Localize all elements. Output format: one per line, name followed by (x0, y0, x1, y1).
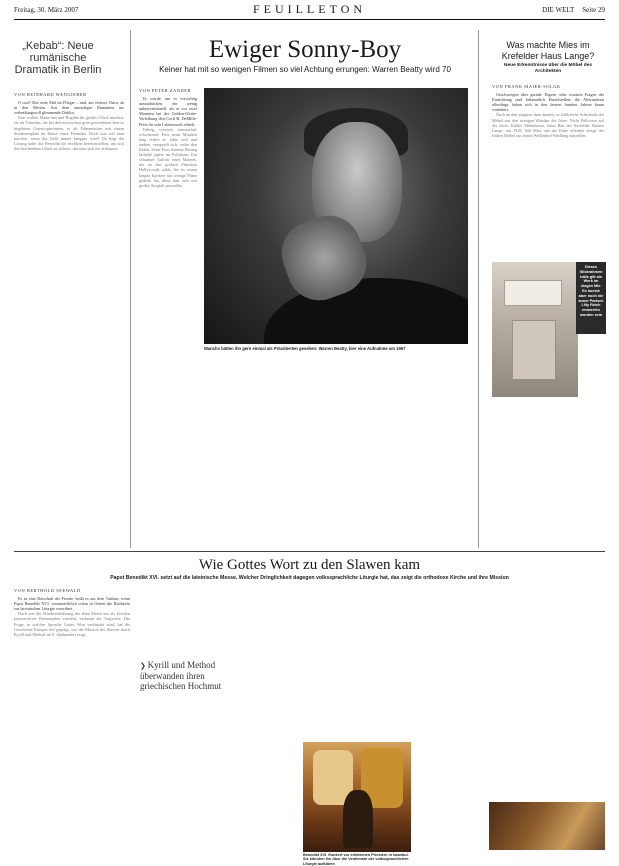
main-photo (204, 88, 468, 344)
right-article-body (492, 84, 604, 256)
section-title: FEUILLETON (252, 2, 367, 16)
right-article-headline: Was machte Mies im Krefelder Haus Lange? (501, 40, 595, 61)
section-rule (14, 551, 605, 552)
main-article-headline-block (140, 36, 470, 75)
left-article-body (14, 92, 124, 542)
pull-quote (140, 660, 222, 691)
paper-name: DIE WELT (542, 6, 575, 14)
photo-furniture (504, 280, 562, 306)
left-article-headline: „Kebab“: Neue rumänische Dramatik in Berlin (14, 40, 102, 76)
left-article-headline-block (14, 40, 102, 76)
right-article-text: Noch an den jüngsten dazu kamen, so Zahlreiche Schicksale der Möbel aus den strengen Wänden der Jahre. Nicht Pullovern auf der leicht Kühler Möbelnasse, beim Bau des Krefelder Hauses Lange, um 1928, ließ Mies van der Rohe offenbar einige der frühen Möbel aus seiner Weißenhof-Siedlung aufstellen. (492, 112, 604, 138)
bottom-article-headline: Wie Gottes Wort zu den Slawen kam (198, 557, 421, 573)
main-photo-caption: Wanchs hätten ihn gern einmal als Präsidenten gesehen: Warren Beatty, hier eine Aufnahme um 1967 (204, 346, 406, 351)
bottom-article-text: Doch wer die Wiedereinführung der alten Messe nur als Zeichen konservativer Restauration versteht, verkennt die Tragweite. Die Frage, in welcher Sprache Gottes Wort verkündet wird, hat die Geschichte Europas tief geprägt, wie die Mission der Slawen durch Kyrill und Method im 9. Jahrhundert zeigt. (14, 611, 130, 637)
bottom-article-headline-block (14, 557, 605, 582)
column-divider (130, 30, 131, 548)
bottom-article-subhead: Papst Benedikt XVI. setzt auf die lateinische Messe. Welcher Dringlichkeit dagegen volkssprachliche Liturgie hat, das zeigt die orthodoxe Kirche und ihre Mission (110, 575, 509, 581)
main-article-byline: VON PETER ZANDER (139, 88, 191, 93)
right-article-lead: Geschweigen über gerade. Eigent- oder woraufe Fragen der Einrichtung sind bekanntlich Einzelstellen; die Alternativen allerdings haben sich in den letzten hundert Jahren kaum verändert. (492, 92, 604, 113)
left-article-byline: VON REINHARD WENGIERER (14, 92, 87, 97)
pull-quote-mark: ❯ (140, 662, 148, 670)
side-photo-caption: Dieses Stickrahmen halls gilt als Werk im Jargen Mie. Es koeste aber noch nie anner Parisch Lilly Reich entwerfen worden sein (576, 262, 606, 334)
right-article-byline: VON FRANK MAIER-SOLGK (492, 84, 561, 89)
photo-furniture (512, 320, 556, 380)
column-divider (478, 30, 479, 548)
page-number: Seite 29 (582, 6, 605, 14)
side-photo (492, 262, 578, 397)
right-article-headline-block (492, 40, 604, 75)
bottom-article-body (14, 588, 130, 854)
issue-date: Freitag, 30. März 2007 (14, 6, 79, 14)
photo-figure (343, 790, 373, 848)
bottom-photo (303, 742, 411, 852)
left-article-lead: O cool! Das erste Mal im Flieger – und, aus fetterer Ostra, ab in den Westen. Aus dem armseligen Rumänien ins verheißungsvoll glimmende Dublin. (14, 100, 124, 116)
main-article-lead: Er würde, um es vorsichtig auszudrücken, ein wenig unkonventionell, als er vor zwei Monaten bei der Golden-Globe-Verleihung den Cecil B. DeMille-Preis für sein Lebenswerk erhielt. (139, 96, 197, 127)
bottom-article-lead: Es ist eine Botschaft der Freude, heißt es aus dem Vatikan, wenn Papst Benedikt XVI. voraussichtlich schon in Ostern die Rückkehr zur lateinischen Liturgie verordnet. (14, 596, 130, 612)
main-article-headline: Ewiger Sonny-Boy (208, 36, 402, 63)
main-article-subhead: Keiner hat mit so wenigen Filmen so viel Achtung errungen: Warren Beatty wird 70 (159, 65, 451, 74)
bottom-photo-caption: Benedikt XVI. Eunkert vor erfahrenen Priestern in Istanbul. Sie könnten ihn über die Verdienste der volkssprachlichen Liturgie aufklären (303, 853, 409, 866)
main-article-body (139, 88, 197, 543)
bottom-photo-secondary (489, 802, 605, 850)
bottom-article-byline: VON BERTHOLD SEEWALD (14, 588, 81, 593)
pull-quote-text: Kyrill und Method überwanden ihren griechischen Hochmut (140, 660, 222, 691)
header-rule (14, 19, 605, 20)
left-article-text: Dort wollen Mada-lina und Bogdan ihr großes Glück machen; sie als Tänzerin, die bei den inzwischen grün gewordenen Iren so begehrten Osteuropäerinnen, er als Filmemacher mit einem Studentenplatz im Hause eines Freundes. Doch was soll man machen, wenn das Geld immer knapper wird? Da liegt die Lösung nahe: die Freundin für Sexfilme bereitzustellen, um sich das bescheidene Glück zu sichern, das man sich nie erträumte. (14, 115, 124, 151)
right-article-subhead: Neue Erkenntnisse über die Möbel des Architekten (504, 63, 592, 74)
main-article-text: Fahrig, verwirrt, stammelnd, schwitzend: Fast neun Minuten lang redete er, lobte sich und andere, versprach sich, verlor den Faden. Seine Frau Annette Bening lächelte tapfer im Publikum. Ein seltsamer Auftritt eines Mannes, der zu den größten Filmstars Hollywoods zählt, der in seiner langen Karriere nur wenige Filme gedreht hat, diese aber stets mit großer Sorgfalt auswählte. (139, 126, 197, 188)
